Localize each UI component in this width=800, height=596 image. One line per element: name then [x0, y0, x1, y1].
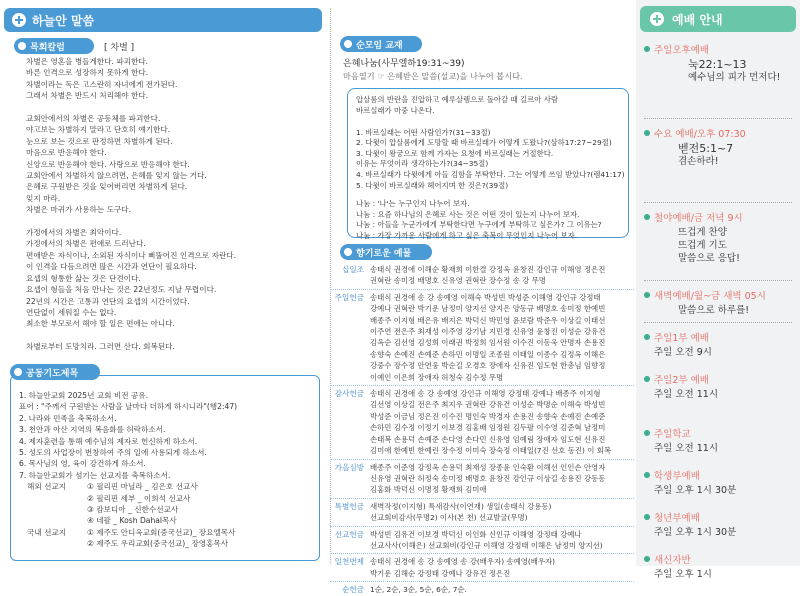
- offering-names-line: 선교사사(이해은) 선교회비(강인규 이해영 강정태 이해은 남정미 양지선): [370, 540, 603, 550]
- soon-label: [340, 36, 422, 52]
- offering-names-line: 이예인 이은희 장애자 허청숙 김수정 무명: [370, 372, 504, 382]
- soon-question: 5. 다윗이 바르실래와 헤어지며 한 것은?(39절): [356, 180, 509, 190]
- mission-group: [19, 538, 87, 549]
- offering-separator: [330, 498, 634, 499]
- prayer-label: [10, 364, 100, 380]
- dot-icon: [344, 40, 352, 48]
- blank-line: [26, 102, 326, 113]
- offering-names-line: 신유영 권혁란 허정숙 송미정 배명호 윤창진 강인규 이상길 송용진 강동동: [370, 473, 606, 483]
- mission-row: [19, 515, 311, 526]
- worship-header: [640, 6, 796, 32]
- column-line: 최소한 부모로서 해야 할 일은 편애는 아니다.: [26, 319, 175, 329]
- prayer-body: [19, 390, 311, 550]
- bullet-icon: [644, 376, 650, 382]
- prayer-label-text: 공동기도제목: [26, 368, 79, 379]
- mission-group: 해외 선교지: [27, 482, 67, 492]
- column-line: 교회안에서의 차별은 공동체를 파괴한다.: [26, 114, 161, 124]
- column-line: 가정에서의 차별은 편애로 드러난다.: [26, 239, 146, 249]
- worship-item-line: 말씀으로 응답!: [678, 253, 740, 264]
- offering-label-text: 향기로운 예물: [356, 248, 412, 259]
- column-line: 차별은 마귀가 사용하는 도구다.: [26, 205, 132, 215]
- dot-icon: [14, 368, 22, 376]
- mission-item: ④ 네팔 _ Kosh Dahal목사: [87, 516, 177, 526]
- column-line: 이 인격을 다듬으려면 많은 시간과 연단이 필요하다.: [26, 262, 197, 272]
- worship-item-line: 주일 오후 1시 30분: [654, 485, 737, 496]
- worship-item-line: 벧전5:1~7: [678, 142, 734, 155]
- soon-sharing: 나눔 : 가장 가까운 사람에게 하고 싶은 축복이 무엇인지 나누어 보자.: [356, 230, 578, 240]
- worship-header-title: 예배 안내: [672, 12, 723, 27]
- worship-item-title: [644, 330, 709, 344]
- soon-sharing: 나눔 : 아들을 누군가에게 부탁한다면 누구에게 부탁하고 싶은가? 그 이유는?: [356, 220, 602, 230]
- plus-icon: [12, 13, 26, 27]
- offering-names-line: 새벽작정(이지형) 특새감사(이연재) 생일(송태식 강용동): [370, 501, 552, 511]
- worship-item-line: 겸손하라!: [678, 156, 719, 167]
- bullet-icon: [644, 46, 650, 52]
- bullet-icon: [644, 556, 650, 562]
- soon-intro-line: 압살롬의 반란을 진압하고 예루살렘으로 돌아갈 때 길르아 사람: [356, 95, 559, 104]
- bullet-icon: [644, 292, 650, 298]
- column-line: 교회안에서 차별하지 않으려면, 은혜를 잊지 않는 거다.: [26, 171, 207, 181]
- offering-names: [370, 556, 620, 579]
- worship-item-title: [644, 126, 746, 140]
- offering-category: 순헌금: [341, 585, 364, 595]
- column-line: 요셉이 형들을 처음 만나는 것은 22년정도 지날 무렵이다.: [26, 285, 217, 295]
- column-line: 잊지 마라.: [26, 193, 61, 203]
- worship-separator: [644, 202, 792, 203]
- mission-group: [19, 504, 87, 515]
- column-line: 편애받은 자식이나, 소외된 자식이나 삐뚤어진 인격으로 자란다.: [26, 250, 237, 260]
- mission-row: [19, 504, 311, 515]
- prayer-line: 7. 하늘안교회가 섬기는 선교지를 축복하소서.: [19, 470, 171, 480]
- soon-subtitle: 마음열기 ☞ 은혜받은 말씀(설교)을 나누어 봅시다.: [343, 71, 523, 81]
- offering-separator: [330, 553, 634, 554]
- column-line: 눈으로 보는 것으로 판정하면 차별하게 된다.: [26, 136, 173, 146]
- offering-names-line: 김옥순 김선영 김성희 이래권 박정희 임서원 이수진 이동욱 안명자 손용진: [370, 338, 606, 348]
- offering-row: [330, 529, 634, 552]
- offering-row: [330, 388, 634, 456]
- worship-item-title-text: 주일2부 예배: [654, 375, 709, 386]
- column-line: 야고보는 차별하지 말라고 단호히 얘기한다.: [26, 125, 171, 135]
- bullet-icon: [644, 472, 650, 478]
- column-line: 가정에서의 차별은 최악이다.: [26, 228, 122, 238]
- offering-names: [370, 264, 620, 287]
- worship-item-title-text: 주일오후예배: [654, 45, 710, 56]
- column-line: 차별로부터 도망치라. 그러면 산다. 회복된다.: [26, 342, 175, 352]
- worship-item-line: 뜨겁게 기도: [678, 240, 727, 251]
- offering-names-line: 이주연 전은주 최재성 이주영 강기남 지민경 신유영 윤창진 이성순 강유건: [370, 327, 606, 337]
- column-label: [14, 38, 94, 54]
- offering-category: 주일헌금: [334, 292, 364, 302]
- column-body: [26, 56, 326, 353]
- blank-line: [26, 216, 326, 227]
- offering-category: 선교헌금: [334, 529, 364, 539]
- worship-item-title-text: 수요 예배/오후 07:30: [654, 129, 746, 140]
- column-line: 그래서 차별은 반드시 처리해야 한다.: [26, 91, 149, 101]
- worship-item-title: [644, 426, 691, 440]
- worship-item-title: [644, 510, 700, 524]
- offering-names-line: 송태식 권경애 이해순 황재희 이한결 강정옥 윤창진 강인규 이해영 정은진: [370, 265, 606, 274]
- bullet-icon: [644, 130, 650, 136]
- mission-group: 국내 선교지: [27, 527, 67, 537]
- offering-names-line: 송태식 권경애 송 강 송예영 이해숙 박성빈 박성준 이해영 강인규 강정태: [370, 292, 601, 302]
- soon-question: 이유는 무엇이라 생각하는가?(34~35절): [356, 159, 489, 169]
- column-line: 마음으로 반응해야 한다.: [26, 148, 107, 158]
- worship-item-title-text: 주일학교: [654, 429, 691, 440]
- worship-item-title: [644, 372, 709, 386]
- soon-body: [356, 95, 625, 242]
- soon-question-box: [347, 88, 629, 238]
- column-line: 은혜로 구원받은 것을 잊어버리면 차별하게 된다.: [26, 182, 188, 192]
- offering-names-line: 1순, 2순, 3순, 5순, 6순, 7순.: [370, 585, 467, 595]
- column-label-text: 목회칼럼: [30, 42, 65, 53]
- blank-line: [356, 191, 620, 199]
- prayer-line: 표어 : "주께서 구원받는 사람을 날마다 더하게 하시니라"(행2:47): [19, 402, 238, 412]
- prayer-line: 1. 하늘안교회 2025년 교회 비전 공유.: [19, 391, 149, 400]
- offering-names-line: 김선영 이상길 전은주 최지우 권혁란 강유건 이성순 박명순 이해숙 박성빈: [370, 400, 606, 410]
- offering-names-line: 박기운 김해순 강정태 강예나 강유건 정은진: [370, 568, 511, 578]
- prayer-line: 6. 목사님의 영, 육이 강건하게 하소서.: [19, 459, 146, 469]
- soon-title: 은혜나눔(사무엘하19:31~39): [343, 59, 465, 69]
- column-line: 신앙으로 반응해야 한다. 사랑으로 반응해야 한다.: [26, 159, 190, 169]
- offering-separator: [330, 581, 634, 582]
- column-line: 연단없이 세워질 수는 없다.: [26, 307, 117, 317]
- prayer-line: 4. 제자훈련을 통해 예수님의 제자로 헌신하게 하소서.: [19, 436, 198, 446]
- worship-item-title-text: 새신자반: [654, 555, 691, 566]
- worship-item-line: 주일 오전 9시: [654, 347, 712, 358]
- offering-list: [330, 264, 634, 596]
- worship-item-title-text: 학생부예배: [654, 471, 700, 482]
- prayer-line: 3. 천안과 아산 지역의 복음화를 허락하소서.: [19, 425, 166, 435]
- soon-question: 4. 바르실래가 다윗에게 아들 김함을 부탁한다. 그는 어떻게 쓰임 받았나?(렘41:17): [356, 169, 625, 179]
- mission-row: [19, 493, 311, 504]
- offering-names-line: 배종주 이준영 강정옥 손용덕 최재성 장종윤 인숙환 이해선 인인손 안영자: [370, 462, 606, 472]
- worship-item-title: [644, 288, 766, 302]
- soon-label-text: 순모임 교재: [356, 40, 403, 51]
- offering-label: [340, 244, 432, 260]
- offering-row: [330, 584, 634, 595]
- worship-separator: [644, 322, 792, 323]
- worship-item-title-text: 새벽예배/월~금 새벽 05시: [654, 291, 766, 302]
- mission-item: ② 제주도 우리교회(중국선교)_ 장영홍목사: [87, 539, 229, 549]
- offering-names-line: 김홍화 박덕신 이명정 황재희 김미애: [370, 485, 487, 495]
- bullet-icon: [644, 214, 650, 220]
- offering-category: 십일조: [341, 265, 364, 274]
- offering-names: [370, 501, 620, 524]
- worship-item-title: [644, 42, 709, 56]
- offering-row: [330, 501, 634, 524]
- offering-names: [370, 292, 620, 383]
- worship-item-line: 예수님의 피가 먼저다!: [688, 72, 781, 83]
- offering-names-line: 송태식 권경애 송 강 송예영 강인규 이해영 강정태 강예나 배종주 이지형: [370, 389, 601, 399]
- worship-item-title-text: 주일1부 예배: [654, 333, 709, 344]
- offering-names-line: 손하민 김수정 이정기 이보경 김홍배 임정원 김두팔 이수영 김준혁 남정미: [370, 423, 606, 433]
- column-line: 차별이라는 독은 고스란히 자녀에게 전가된다.: [26, 79, 178, 89]
- worship-item-title: [644, 468, 700, 482]
- soon-intro-line: 바르실래가 마중 나온다.: [356, 105, 435, 115]
- offering-names: [370, 388, 620, 456]
- offering-row: [330, 264, 634, 287]
- offering-names: [370, 584, 620, 595]
- offering-separator: [330, 289, 634, 290]
- offering-names-line: 강중수 장수정 안연웅 박순길 오경호 장애자 신유진 임도현 한총님 임향정: [370, 361, 606, 371]
- offering-category: 일천번제: [334, 557, 364, 567]
- worship-panel: [636, 0, 800, 580]
- mission-row: [19, 538, 311, 549]
- offering-names-line: 손태복 손용덕 손예준 손다영 손다민 신유영 임예림 장애자 임도현 신유진: [370, 434, 606, 444]
- mission-row: [19, 481, 311, 492]
- offering-separator: [330, 385, 634, 386]
- offering-names-line: 김미애 한예빈 한예린 장수정 이미숙 장숙정 이태일(7진 선호 동진) 이 회복: [370, 446, 612, 456]
- bullet-icon: [644, 514, 650, 520]
- worship-item-title: [644, 210, 743, 224]
- mission-group: [19, 515, 87, 526]
- column-line: 차별은 영혼을 병들게한다. 파괴한다.: [26, 57, 149, 66]
- worship-item-title-text: 철야예배/금 저녁 9시: [654, 213, 743, 224]
- soon-question: 3. 다윗이 왕궁으로 함께 가자는 요청에 바르실래는 거절한다.: [356, 148, 554, 158]
- offering-category: 감사헌금: [334, 389, 364, 399]
- offering-names-line: 강예나 권혁란 박기운 남정미 양지선 양지은 양동규 배명호 송미정 한예빈: [370, 304, 606, 314]
- worship-separator: [644, 118, 792, 119]
- prayer-line: 5. 성도의 사업장이 번창하여 주의 일에 사용되게 하소서.: [19, 448, 207, 458]
- column-line: 22년의 시간은 고통과 연단의 요셉의 시간이었다.: [26, 296, 190, 306]
- prayer-line: 2. 나라와 민족을 축복하소서.: [19, 413, 117, 423]
- soon-sharing: 나눔 : '나'는 누구인지 나누어 보자.: [356, 199, 470, 209]
- soon-question: 1. 바르실래는 어떤 사람인가?(31~33절): [356, 127, 491, 137]
- offering-names-line: 송향숙 손예진 손예준 손하민 이명일 조종원 이태일 이종수 김정옥 이해은: [370, 349, 606, 359]
- worship-item-title-text: 청년부예배: [654, 513, 700, 524]
- offering-names-line: 박성빈 김유건 이보경 박덕신 이인화 신인규 이해영 강정태 강예나: [370, 529, 582, 539]
- mission-item: ② 필리핀 세부 _ 이희석 선교사: [87, 493, 191, 503]
- offering-names: [370, 462, 620, 496]
- dot-icon: [18, 42, 26, 50]
- worship-item-line: 주일 오전 11시: [654, 389, 719, 400]
- offering-category: 특별헌금: [334, 501, 364, 511]
- offering-row: [330, 462, 634, 496]
- mission-group: [19, 493, 87, 504]
- bullet-icon: [644, 430, 650, 436]
- worship-item-line: 눅22:1~13: [688, 58, 747, 71]
- offering-row: [330, 292, 634, 383]
- worship-separator: [644, 280, 792, 281]
- prayer-box: [10, 375, 320, 561]
- worship-item-line: 말씀으로 하루를!: [678, 305, 750, 316]
- dot-icon: [344, 248, 352, 256]
- left-header-title: 하늘안 말씀: [32, 13, 95, 28]
- worship-item-line: 주일 오전 11시: [654, 443, 719, 454]
- worship-item-line: 주일 오후 1시: [654, 569, 712, 580]
- soon-question: 2. 다윗이 압살롬에게 도망할 때 바르실래가 어떻게 도왔나?(삼하17:27~29절): [356, 138, 612, 148]
- soon-sharing: 나눔 : 요즘 하나님의 은혜로 사는 것은 어떤 것이 있는지 나누어 보자.: [356, 209, 580, 219]
- offering-names-line: 권혁란 송미정 배명호 신유영 권혁란 장수정 송 강 무명: [370, 276, 546, 286]
- offering-names-line: 배종주 이지형 배은유 배지은 박덕신 박민영 윤보람 박준우 이상길 이태선: [370, 315, 606, 325]
- bullet-icon: [644, 334, 650, 340]
- mission-item: ③ 캄보디아 _ 신한수선교사: [87, 505, 179, 515]
- offering-names: [370, 529, 620, 552]
- mission-row: [19, 527, 311, 538]
- mission-item: ① 제주도 안디옥교회(중국선교)_ 장요엘목사: [87, 527, 236, 537]
- column-line: 요셉의 형통한 삶는 것은 단견이다.: [26, 273, 141, 283]
- worship-item-line: 뜨겁게 찬양: [678, 227, 727, 238]
- column-subtitle: [ 차별 ]: [104, 43, 135, 53]
- offering-names-line: 송태식 권경애 송 강 송예영 송 강(배우자) 송예영(배우자): [370, 557, 556, 567]
- worship-item-line: 주일 오후 1시 30분: [654, 527, 737, 538]
- left-header: [4, 8, 322, 32]
- blank-line: [26, 330, 326, 341]
- plus-icon: [650, 12, 664, 26]
- offering-category: 가을심방: [334, 462, 364, 472]
- worship-item-title: [644, 552, 691, 566]
- blank-line: [356, 116, 620, 127]
- column-line: 바른 인격으로 성장하지 못하게 한다.: [26, 68, 149, 78]
- mission-item: ① 필리핀 마닐라 _ 김은호 선교사: [87, 482, 198, 492]
- offering-names-line: 박성준 이금님 정은진 이수진 명인숙 박경자 손용진 송향숙 손예진 손예준: [370, 411, 606, 421]
- offering-separator: [330, 526, 634, 527]
- offering-row: [330, 556, 634, 579]
- offering-separator: [330, 459, 634, 460]
- offering-names-line: 선교회비감사(무명2) 이사(본 천) 선교발굴(무명): [370, 513, 528, 523]
